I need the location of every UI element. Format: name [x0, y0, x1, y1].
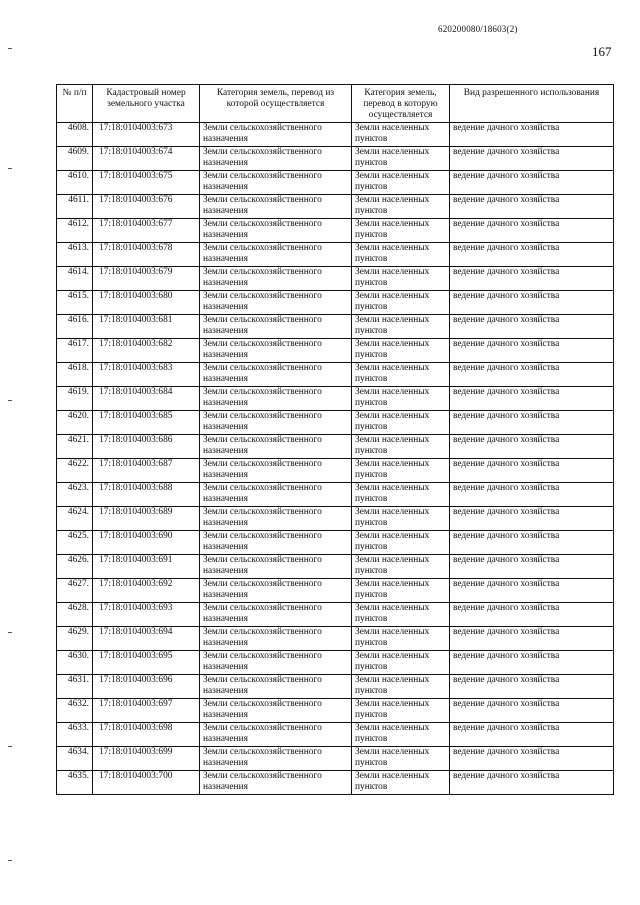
- cell-permitted-use: ведение дачного хозяйства: [450, 651, 614, 675]
- cell-category-from: Земли сельскохозяйственного назначения: [200, 339, 352, 363]
- table-row: [57, 243, 614, 267]
- cell-category-to: Земли населенных пунктов: [352, 315, 450, 339]
- cell-permitted-use: ведение дачного хозяйства: [450, 339, 614, 363]
- cell-cadastral: 17:18:0104003:698: [93, 723, 200, 747]
- document-id: 620200080/18603(2): [438, 24, 518, 34]
- cell-category-from: Земли сельскохозяйственного назначения: [200, 171, 352, 195]
- cell-number: 4622.: [57, 459, 93, 483]
- cell-cadastral: 17:18:0104003:694: [93, 627, 200, 651]
- cell-cadastral: 17:18:0104003:692: [93, 579, 200, 603]
- cell-number: 4609.: [57, 147, 93, 171]
- cell-number: 4618.: [57, 363, 93, 387]
- cell-cadastral: 17:18:0104003:678: [93, 243, 200, 267]
- cell-category-from: Земли сельскохозяйственного назначения: [200, 507, 352, 531]
- cell-category-from: Земли сельскохозяйственного назначения: [200, 531, 352, 555]
- table-row: [57, 387, 614, 411]
- scan-artifact: [8, 860, 12, 861]
- cell-category-to: Земли населенных пунктов: [352, 579, 450, 603]
- cell-category-from: Земли сельскохозяйственного назначения: [200, 555, 352, 579]
- cell-category-from: Земли сельскохозяйственного назначения: [200, 315, 352, 339]
- cell-cadastral: 17:18:0104003:693: [93, 603, 200, 627]
- cell-category-from: Земли сельскохозяйственного назначения: [200, 723, 352, 747]
- cell-number: 4613.: [57, 243, 93, 267]
- cell-category-to: Земли населенных пунктов: [352, 291, 450, 315]
- table-row: [57, 195, 614, 219]
- cell-cadastral: 17:18:0104003:686: [93, 435, 200, 459]
- cell-category-to: Земли населенных пунктов: [352, 603, 450, 627]
- cell-permitted-use: ведение дачного хозяйства: [450, 579, 614, 603]
- col-header-permitted-use: Вид разрешенного использования: [450, 85, 614, 123]
- cell-category-from: Земли сельскохозяйственного назначения: [200, 603, 352, 627]
- cell-category-from: Земли сельскохозяйственного назначения: [200, 363, 352, 387]
- cell-permitted-use: ведение дачного хозяйства: [450, 219, 614, 243]
- table-row: [57, 531, 614, 555]
- cell-number: 4617.: [57, 339, 93, 363]
- cell-number: 4620.: [57, 411, 93, 435]
- cell-cadastral: 17:18:0104003:675: [93, 171, 200, 195]
- cell-number: 4626.: [57, 555, 93, 579]
- table-row: [57, 315, 614, 339]
- cell-category-from: Земли сельскохозяйственного назначения: [200, 411, 352, 435]
- cell-cadastral: 17:18:0104003:676: [93, 195, 200, 219]
- cell-category-to: Земли населенных пунктов: [352, 123, 450, 147]
- cell-category-to: Земли населенных пунктов: [352, 531, 450, 555]
- cell-permitted-use: ведение дачного хозяйства: [450, 291, 614, 315]
- cell-number: 4612.: [57, 219, 93, 243]
- cell-permitted-use: ведение дачного хозяйства: [450, 699, 614, 723]
- table-row: [57, 579, 614, 603]
- cell-category-to: Земли населенных пунктов: [352, 771, 450, 795]
- cell-permitted-use: ведение дачного хозяйства: [450, 771, 614, 795]
- cell-category-from: Земли сельскохозяйственного назначения: [200, 699, 352, 723]
- cell-category-from: Земли сельскохозяйственного назначения: [200, 579, 352, 603]
- cell-category-to: Земли населенных пунктов: [352, 243, 450, 267]
- cell-category-from: Земли сельскохозяйственного назначения: [200, 123, 352, 147]
- cell-cadastral: 17:18:0104003:695: [93, 651, 200, 675]
- cell-cadastral: 17:18:0104003:700: [93, 771, 200, 795]
- cell-category-to: Земли населенных пунктов: [352, 219, 450, 243]
- cell-category-to: Земли населенных пунктов: [352, 435, 450, 459]
- cell-cadastral: 17:18:0104003:696: [93, 675, 200, 699]
- cell-cadastral: 17:18:0104003:690: [93, 531, 200, 555]
- table-row: [57, 147, 614, 171]
- cell-cadastral: 17:18:0104003:674: [93, 147, 200, 171]
- cell-category-from: Земли сельскохозяйственного назначения: [200, 147, 352, 171]
- cell-cadastral: 17:18:0104003:673: [93, 123, 200, 147]
- cell-number: 4614.: [57, 267, 93, 291]
- cell-permitted-use: ведение дачного хозяйства: [450, 147, 614, 171]
- cell-category-from: Земли сельскохозяйственного назначения: [200, 771, 352, 795]
- cell-category-to: Земли населенных пунктов: [352, 459, 450, 483]
- cell-permitted-use: ведение дачного хозяйства: [450, 315, 614, 339]
- cell-permitted-use: ведение дачного хозяйства: [450, 531, 614, 555]
- cell-cadastral: 17:18:0104003:689: [93, 507, 200, 531]
- cell-number: 4627.: [57, 579, 93, 603]
- table-row: [57, 747, 614, 771]
- table-row: [57, 651, 614, 675]
- cell-number: 4619.: [57, 387, 93, 411]
- table-row: [57, 267, 614, 291]
- cell-number: 4628.: [57, 603, 93, 627]
- cell-number: 4631.: [57, 675, 93, 699]
- table-header-row: [57, 85, 614, 123]
- table-row: [57, 675, 614, 699]
- table-row: [57, 291, 614, 315]
- col-header-category-from: Категория земель, перевод из которой осуществляется: [200, 85, 352, 123]
- cell-number: 4608.: [57, 123, 93, 147]
- cell-cadastral: 17:18:0104003:688: [93, 483, 200, 507]
- cell-permitted-use: ведение дачного хозяйства: [450, 507, 614, 531]
- cell-number: 4624.: [57, 507, 93, 531]
- table-row: [57, 219, 614, 243]
- cell-category-from: Земли сельскохозяйственного назначения: [200, 675, 352, 699]
- table-row: [57, 339, 614, 363]
- land-plots-table: [56, 84, 614, 795]
- cell-cadastral: 17:18:0104003:685: [93, 411, 200, 435]
- cell-permitted-use: ведение дачного хозяйства: [450, 603, 614, 627]
- cell-number: 4611.: [57, 195, 93, 219]
- col-header-cadastral: Кадастровый номер земельного участка: [93, 85, 200, 123]
- cell-category-to: Земли населенных пунктов: [352, 387, 450, 411]
- table-row: [57, 483, 614, 507]
- cell-number: 4630.: [57, 651, 93, 675]
- cell-permitted-use: ведение дачного хозяйства: [450, 243, 614, 267]
- cell-permitted-use: ведение дачного хозяйства: [450, 627, 614, 651]
- cell-category-to: Земли населенных пунктов: [352, 171, 450, 195]
- cell-category-to: Земли населенных пунктов: [352, 147, 450, 171]
- cell-category-to: Земли населенных пунктов: [352, 723, 450, 747]
- cell-category-from: Земли сельскохозяйственного назначения: [200, 195, 352, 219]
- cell-category-from: Земли сельскохозяйственного назначения: [200, 459, 352, 483]
- cell-cadastral: 17:18:0104003:681: [93, 315, 200, 339]
- cell-category-to: Земли населенных пунктов: [352, 627, 450, 651]
- cell-number: 4615.: [57, 291, 93, 315]
- cell-category-to: Земли населенных пунктов: [352, 411, 450, 435]
- cell-category-from: Земли сельскохозяйственного назначения: [200, 651, 352, 675]
- cell-category-from: Земли сельскохозяйственного назначения: [200, 483, 352, 507]
- table-row: [57, 123, 614, 147]
- cell-category-from: Земли сельскохозяйственного назначения: [200, 435, 352, 459]
- cell-cadastral: 17:18:0104003:691: [93, 555, 200, 579]
- cell-category-from: Земли сельскохозяйственного назначения: [200, 243, 352, 267]
- cell-category-from: Земли сельскохозяйственного назначения: [200, 627, 352, 651]
- cell-permitted-use: ведение дачного хозяйства: [450, 747, 614, 771]
- cell-permitted-use: ведение дачного хозяйства: [450, 459, 614, 483]
- cell-permitted-use: ведение дачного хозяйства: [450, 387, 614, 411]
- table-row: [57, 363, 614, 387]
- cell-permitted-use: ведение дачного хозяйства: [450, 723, 614, 747]
- cell-number: 4634.: [57, 747, 93, 771]
- cell-category-to: Земли населенных пунктов: [352, 555, 450, 579]
- cell-number: 4625.: [57, 531, 93, 555]
- cell-category-to: Земли населенных пунктов: [352, 699, 450, 723]
- cell-permitted-use: ведение дачного хозяйства: [450, 171, 614, 195]
- cell-category-to: Земли населенных пунктов: [352, 651, 450, 675]
- col-header-number: № п/п: [57, 85, 93, 123]
- scan-artifact: [8, 48, 12, 49]
- cell-cadastral: 17:18:0104003:683: [93, 363, 200, 387]
- cell-number: 4629.: [57, 627, 93, 651]
- cell-permitted-use: ведение дачного хозяйства: [450, 435, 614, 459]
- cell-number: 4635.: [57, 771, 93, 795]
- cell-permitted-use: ведение дачного хозяйства: [450, 363, 614, 387]
- table-row: [57, 699, 614, 723]
- cell-permitted-use: ведение дачного хозяйства: [450, 123, 614, 147]
- cell-number: 4623.: [57, 483, 93, 507]
- cell-cadastral: 17:18:0104003:697: [93, 699, 200, 723]
- table-row: [57, 771, 614, 795]
- cell-cadastral: 17:18:0104003:699: [93, 747, 200, 771]
- cell-category-to: Земли населенных пунктов: [352, 675, 450, 699]
- table-row: [57, 627, 614, 651]
- cell-category-from: Земли сельскохозяйственного назначения: [200, 747, 352, 771]
- page-number: 167: [592, 44, 612, 59]
- cell-number: 4633.: [57, 723, 93, 747]
- cell-permitted-use: ведение дачного хозяйства: [450, 675, 614, 699]
- cell-permitted-use: ведение дачного хозяйства: [450, 555, 614, 579]
- cell-category-from: Земли сельскохозяйственного назначения: [200, 387, 352, 411]
- table-row: [57, 411, 614, 435]
- cell-cadastral: 17:18:0104003:684: [93, 387, 200, 411]
- cell-category-to: Земли населенных пунктов: [352, 483, 450, 507]
- cell-category-to: Земли населенных пунктов: [352, 339, 450, 363]
- table-row: [57, 603, 614, 627]
- cell-category-from: Земли сельскохозяйственного назначения: [200, 219, 352, 243]
- scan-artifact: [8, 400, 12, 401]
- cell-cadastral: 17:18:0104003:687: [93, 459, 200, 483]
- table-row: [57, 723, 614, 747]
- cell-number: 4616.: [57, 315, 93, 339]
- table-row: [57, 459, 614, 483]
- cell-cadastral: 17:18:0104003:682: [93, 339, 200, 363]
- cell-cadastral: 17:18:0104003:680: [93, 291, 200, 315]
- cell-category-to: Земли населенных пунктов: [352, 507, 450, 531]
- cell-permitted-use: ведение дачного хозяйства: [450, 483, 614, 507]
- cell-category-to: Земли населенных пунктов: [352, 747, 450, 771]
- cell-cadastral: 17:18:0104003:677: [93, 219, 200, 243]
- cell-category-to: Земли населенных пунктов: [352, 267, 450, 291]
- cell-permitted-use: ведение дачного хозяйства: [450, 195, 614, 219]
- cell-number: 4621.: [57, 435, 93, 459]
- cell-category-from: Земли сельскохозяйственного назначения: [200, 291, 352, 315]
- cell-number: 4610.: [57, 171, 93, 195]
- cell-category-to: Земли населенных пунктов: [352, 363, 450, 387]
- cell-category-to: Земли населенных пунктов: [352, 195, 450, 219]
- table-row: [57, 435, 614, 459]
- table-row: [57, 555, 614, 579]
- scan-artifact: [8, 168, 12, 169]
- scan-artifact: [8, 746, 12, 747]
- cell-permitted-use: ведение дачного хозяйства: [450, 267, 614, 291]
- cell-category-from: Земли сельскохозяйственного назначения: [200, 267, 352, 291]
- cell-cadastral: 17:18:0104003:679: [93, 267, 200, 291]
- table-row: [57, 171, 614, 195]
- scan-artifact: [8, 632, 12, 633]
- cell-number: 4632.: [57, 699, 93, 723]
- table-row: [57, 507, 614, 531]
- col-header-category-to: Категория земель, перевод в которую осуществляется: [352, 85, 450, 123]
- cell-permitted-use: ведение дачного хозяйства: [450, 411, 614, 435]
